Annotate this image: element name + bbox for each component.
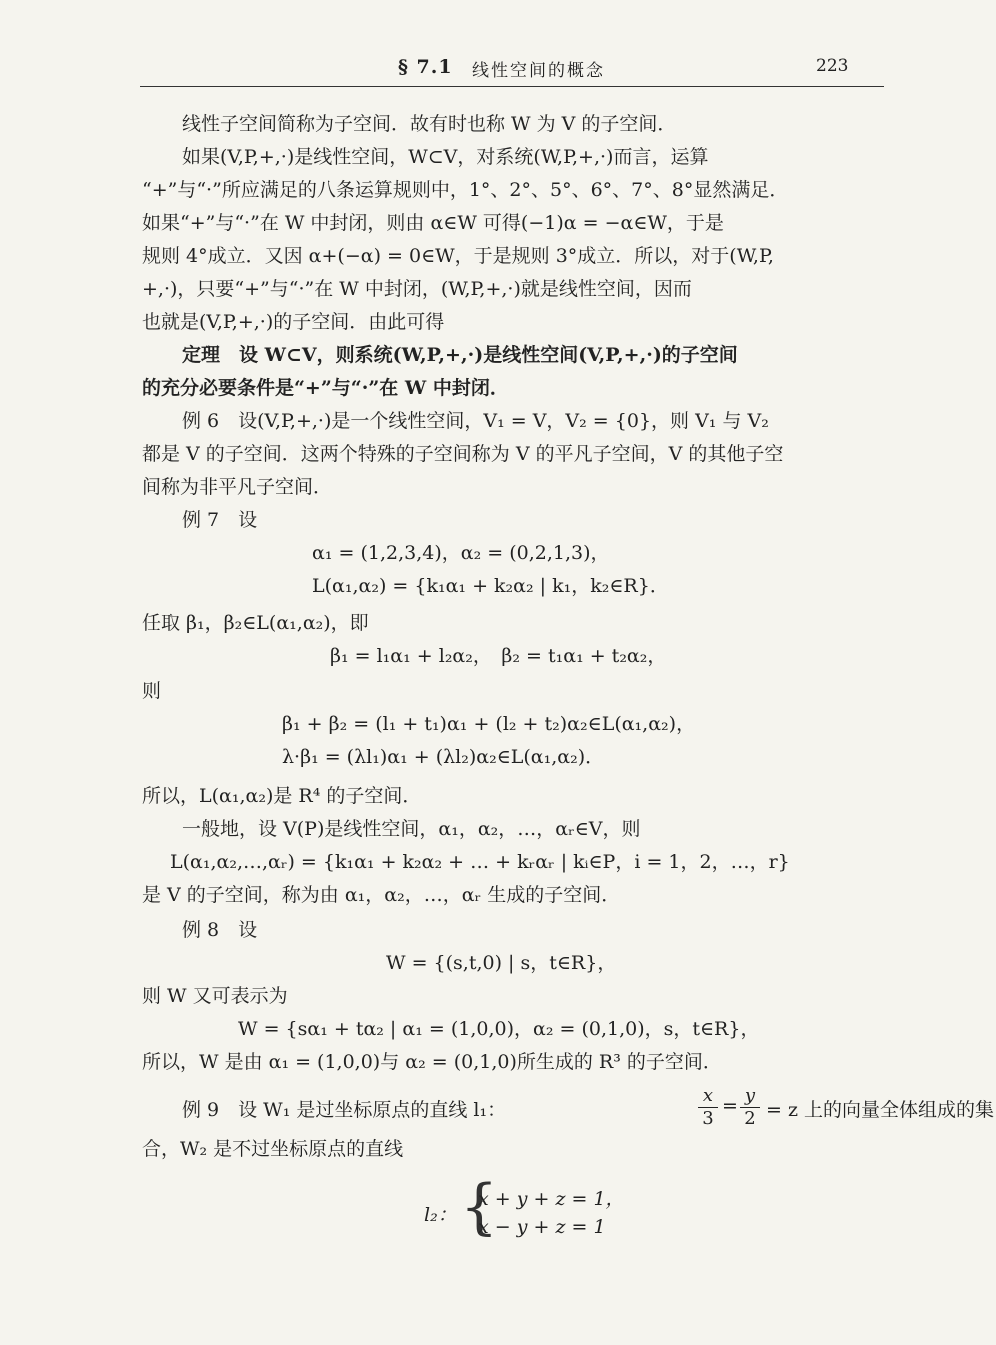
equation-system — [424, 1172, 644, 1246]
left-brace: { — [460, 1172, 499, 1242]
text-line: 所以，W 是由 α₁ = (1,0,0)与 α₂ = (0,1,0)所生成的 R³ 的子空间． — [142, 1051, 722, 1073]
example-8-heading: 例 8 设 — [182, 919, 258, 941]
text-line: 一般地，设 V(P)是线性空间，α₁，α₂，…，αᵣ∈V，则 — [182, 818, 641, 840]
example-9-text-end: = z 上的向量全体组成的集 — [766, 1099, 995, 1121]
equation: β₁ = l₁α₁ + l₂α₂， β₂ = t₁α₁ + t₂α₂， — [330, 645, 667, 667]
header-rule — [140, 86, 884, 87]
equation: L(α₁,α₂) = {k₁α₁ + k₂α₂ | k₁，k₂∈R}． — [312, 575, 669, 597]
text-line: 间称为非平凡子空间． — [142, 476, 333, 498]
example-6-line: 例 6 设(V,P,+,·)是一个线性空间，V₁ = V，V₂ = {0}，则 V₁ 与 V₂ — [182, 410, 769, 432]
text-line: 任取 β₁，β₂∈L(α₁,α₂)，即 — [142, 612, 369, 634]
text-line: 如果(V,P,+,·)是线性空间，W⊂V，对系统(W,P,+,·)而言，运算 — [182, 146, 709, 168]
example-9-text: 例 9 设 W₁ 是过坐标原点的直线 l₁： — [182, 1099, 507, 1121]
equation: W = {(s,t,0) | s，t∈R}， — [386, 952, 617, 974]
equation: β₁ + β₂ = (l₁ + t₁)α₁ + (l₂ + t₂)α₂∈L(α₁,α₂)， — [282, 713, 696, 735]
text-line: 则 — [142, 680, 162, 702]
theorem-line: 定理 设 W⊂V，则系统(W,P,+,·)是线性空间(V,P,+,·)的子空间 — [182, 344, 738, 366]
fraction-y-over-2: $\frac{y}{2}$ — [740, 1085, 760, 1130]
text-line: 规则 4°成立．又因 α+(−α) = 0∈W，于是规则 3°成立．所以，对于(W,P, — [142, 245, 774, 267]
fraction-x-over-3: $\frac{x}{3}$ — [698, 1085, 718, 1130]
text-line: 线性子空间简称为子空间．故有时也称 W 为 V 的子空间． — [182, 113, 677, 135]
text-line: +,·)，只要“+”与“·”在 W 中封闭，(W,P,+,·)就是线性空间，因而 — [142, 278, 692, 300]
text-line: 也就是(V,P,+,·)的子空间．由此可得 — [142, 311, 445, 333]
text-line: 合，W₂ 是不过坐标原点的直线 — [142, 1138, 404, 1160]
text-line: 都是 V 的子空间．这两个特殊的子空间称为 V 的平凡子空间，V 的其他子空 — [142, 443, 784, 465]
section-title: 线性空间的概念 — [472, 61, 605, 81]
theorem-line: 的充分必要条件是“+”与“·”在 W 中封闭． — [142, 377, 509, 399]
equals-sign: = — [722, 1095, 738, 1117]
section-number: § 7.1 — [398, 56, 453, 78]
equation: λ·β₁ = (λl₁)α₁ + (λl₂)α₂∈L(α₁,α₂)． — [282, 746, 605, 768]
text-line: 则 W 又可表示为 — [142, 985, 288, 1007]
text-line: “+”与“·”所应满足的八条运算规则中，1°、2°、5°、6°、7°、8°显然满足． — [142, 179, 789, 201]
example-7-heading: 例 7 设 — [182, 509, 258, 531]
equation: W = {sα₁ + tα₂ | α₁ = (1,0,0)，α₂ = (0,1,0)，s，t∈R}， — [238, 1018, 760, 1040]
text-line: 是 V 的子空间，称为由 α₁，α₂，…，αᵣ 生成的子空间． — [142, 884, 621, 906]
system-equation-1: x + y + z = 1， — [478, 1188, 625, 1210]
example-9-line — [142, 1085, 995, 1133]
equation: α₁ = (1,2,3,4)，α₂ = (0,2,1,3)， — [312, 542, 610, 564]
system-label: l₂： — [424, 1204, 457, 1226]
page-header — [0, 52, 996, 86]
page-number: 223 — [816, 56, 849, 76]
text-line: 如果“+”与“·”在 W 中封闭，则由 α∈W 可得(−1)α = −α∈W，于是 — [142, 212, 724, 234]
equation: L(α₁,α₂,…,αᵣ) = {k₁α₁ + k₂α₂ + … + kᵣαᵣ | kᵢ∈P，i = 1，2，…，r} — [170, 851, 790, 873]
text-line: 所以，L(α₁,α₂)是 R⁴ 的子空间． — [142, 785, 422, 807]
system-equation-2: x − y + z = 1 — [478, 1216, 606, 1238]
